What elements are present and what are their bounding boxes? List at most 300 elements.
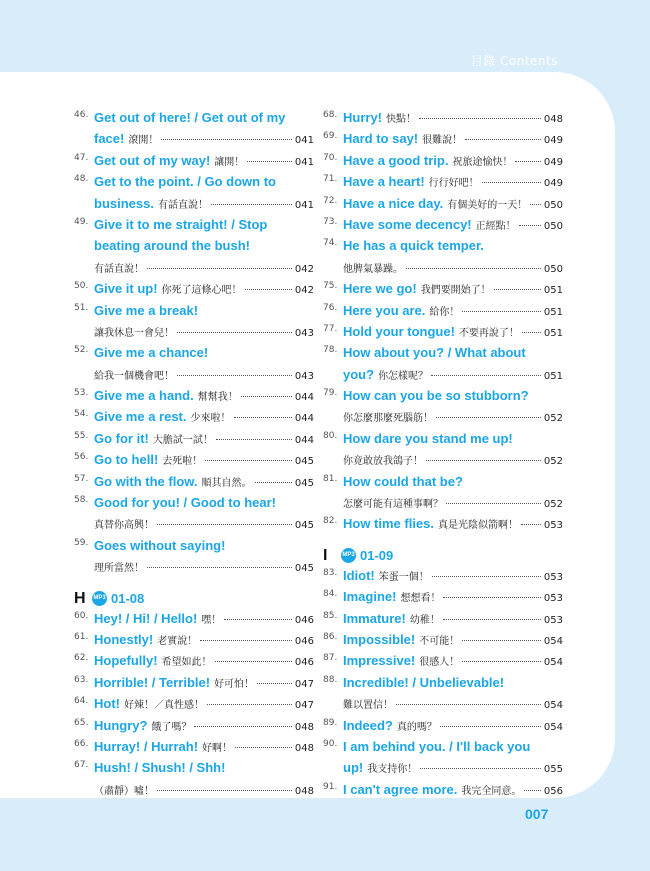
page-ref: 053 xyxy=(543,520,563,532)
english-phrase: up! xyxy=(343,760,364,776)
dot-leader xyxy=(205,460,292,461)
page-ref: 049 xyxy=(543,156,563,168)
entry-number: 59. xyxy=(74,537,89,548)
page-ref: 053 xyxy=(543,571,563,583)
entry-number: 54. xyxy=(74,409,89,420)
chinese-translation: 正經點！ xyxy=(475,220,516,232)
toc-entry xyxy=(323,324,563,345)
entry-body xyxy=(94,760,314,803)
page-ref: 047 xyxy=(294,678,314,690)
entry-line xyxy=(343,303,563,324)
english-phrase: Give it up! xyxy=(94,281,158,297)
english-phrase: Idiot! xyxy=(343,567,375,583)
entry-line xyxy=(94,760,314,781)
dot-leader xyxy=(161,139,292,140)
entry-number: 86. xyxy=(323,631,338,642)
chinese-translation: 滾開！ xyxy=(128,135,159,147)
toc-entry xyxy=(74,409,314,430)
dot-leader xyxy=(494,289,541,290)
english-phrase: Horrible! / Terrible! xyxy=(94,674,211,690)
entry-body xyxy=(94,739,314,760)
toc-entry xyxy=(74,345,314,388)
page-ref: 046 xyxy=(294,657,314,669)
entry-line xyxy=(343,409,563,430)
english-phrase: Impressive! xyxy=(343,653,416,669)
entry-body xyxy=(343,516,563,537)
entry-body xyxy=(94,110,314,153)
chinese-translation: 給你！ xyxy=(429,306,460,318)
entry-body xyxy=(343,345,563,388)
english-phrase: Give it to me straight! / Stop xyxy=(94,216,268,232)
english-phrase: face! xyxy=(94,131,125,147)
entry-number: 76. xyxy=(323,302,338,313)
entry-body xyxy=(94,153,314,174)
english-phrase: Good for you! / Good to hear! xyxy=(94,495,276,511)
chinese-translation: 很感人！ xyxy=(419,657,460,669)
entry-line xyxy=(94,174,314,195)
english-phrase: Give me a hand. xyxy=(94,388,194,404)
entry-body xyxy=(343,196,563,217)
english-phrase: Get to the point. / Go down to xyxy=(94,174,276,190)
chinese-translation: 大膽試一試！ xyxy=(152,434,213,446)
mp3-icon: MP3 xyxy=(341,548,356,563)
toc-entry xyxy=(74,153,314,174)
page-ref: 051 xyxy=(543,285,563,297)
section-header-h xyxy=(74,587,314,611)
entry-line xyxy=(343,431,563,452)
toc-entry xyxy=(74,653,314,674)
chinese-translation: 幼稚！ xyxy=(409,614,440,626)
entry-body xyxy=(94,303,314,346)
entry-number: 57. xyxy=(74,473,89,484)
toc-entry xyxy=(74,538,314,581)
entry-line xyxy=(94,559,314,580)
page-ref: 043 xyxy=(294,327,314,339)
entry-line xyxy=(94,538,314,559)
chinese-translation: 他脾氣暴躁。 xyxy=(343,263,403,275)
dot-leader xyxy=(147,567,292,568)
entry-body xyxy=(343,589,563,610)
entry-body xyxy=(94,538,314,581)
dot-leader xyxy=(396,704,541,705)
entry-line xyxy=(94,345,314,366)
english-phrase: Hurray! / Hurrah! xyxy=(94,738,199,754)
dot-leader xyxy=(524,790,541,791)
toc-entry xyxy=(323,474,563,517)
dot-leader xyxy=(211,204,292,205)
dot-leader xyxy=(216,439,292,440)
entry-line xyxy=(343,367,563,388)
entry-line xyxy=(94,303,314,324)
entry-line xyxy=(343,675,563,696)
section-letter: I xyxy=(323,546,328,564)
entry-line xyxy=(94,632,314,653)
page-ref: 044 xyxy=(294,413,314,425)
toc-entry xyxy=(74,495,314,538)
page-ref: 046 xyxy=(294,635,314,647)
entry-body xyxy=(343,611,563,632)
toc-entry xyxy=(74,474,314,495)
chinese-translation: 好辣！／真性感！ xyxy=(124,700,204,712)
entry-body xyxy=(94,718,314,739)
toc-entry xyxy=(323,431,563,474)
entry-body xyxy=(94,174,314,217)
entry-number: 84. xyxy=(323,589,338,600)
entry-number: 91. xyxy=(323,781,338,792)
toc-entry xyxy=(74,696,314,717)
dot-leader xyxy=(234,417,292,418)
chinese-translation: 真的嗎？ xyxy=(396,721,437,733)
chinese-translation: 少來啦！ xyxy=(190,413,231,425)
toc-list xyxy=(74,110,314,581)
page-ref: 048 xyxy=(294,785,314,797)
english-phrase: Have a good trip. xyxy=(343,152,449,168)
entry-number: 49. xyxy=(74,216,89,227)
entry-line xyxy=(343,110,563,131)
entry-number: 89. xyxy=(323,717,338,728)
entry-number: 47. xyxy=(74,152,89,163)
dot-leader xyxy=(440,726,541,727)
english-phrase: Goes without saying! xyxy=(94,537,226,553)
english-phrase: Honestly! xyxy=(94,631,154,647)
entry-line xyxy=(94,718,314,739)
english-phrase: Here we go! xyxy=(343,281,417,297)
section-letter: H xyxy=(74,589,86,607)
english-phrase: Hey! / Hi! / Hello! xyxy=(94,610,198,626)
entry-line xyxy=(94,131,314,152)
page-ref: 045 xyxy=(294,477,314,489)
english-phrase: Hard to say! xyxy=(343,131,419,147)
toc-entry xyxy=(74,718,314,739)
entry-number: 74. xyxy=(323,238,338,249)
entry-number: 90. xyxy=(323,738,338,749)
entry-line xyxy=(343,760,563,781)
entry-number: 46. xyxy=(74,110,89,120)
chinese-translation: 希望如此！ xyxy=(161,657,212,669)
entry-body xyxy=(343,675,563,718)
entry-line xyxy=(94,238,314,259)
entry-line xyxy=(343,238,563,259)
dot-leader xyxy=(443,619,541,620)
entry-line xyxy=(343,260,563,281)
entry-number: 61. xyxy=(74,631,89,642)
entry-body xyxy=(343,324,563,345)
dot-leader xyxy=(255,482,292,483)
dot-leader xyxy=(419,118,541,119)
chinese-translation: 不要再說了！ xyxy=(458,327,519,339)
dot-leader xyxy=(446,503,541,504)
entry-number: 87. xyxy=(323,653,338,664)
entry-line xyxy=(94,516,314,537)
entry-body xyxy=(94,345,314,388)
entry-number: 66. xyxy=(74,738,89,749)
entry-body xyxy=(343,303,563,324)
entry-number: 81. xyxy=(323,473,338,484)
dot-leader xyxy=(530,204,541,205)
entry-body xyxy=(94,474,314,495)
entry-body xyxy=(94,452,314,473)
entry-body xyxy=(343,110,563,131)
entry-number: 88. xyxy=(323,674,338,685)
dot-leader xyxy=(245,289,292,290)
english-phrase: Go with the flow. xyxy=(94,473,198,489)
entry-number: 64. xyxy=(74,696,89,707)
chinese-translation: 你怎麼那麼死腦筋！ xyxy=(343,413,433,425)
dot-leader xyxy=(235,747,292,748)
toc-entry xyxy=(74,452,314,473)
entry-body xyxy=(343,131,563,152)
page-ref: 048 xyxy=(294,742,314,754)
page-ref: 044 xyxy=(294,434,314,446)
toc-entry xyxy=(74,388,314,409)
entry-line xyxy=(343,474,563,495)
toc-entry xyxy=(323,217,563,238)
page-ref: 049 xyxy=(543,135,563,147)
chinese-translation: 祝旅途愉快！ xyxy=(452,156,513,168)
dot-leader xyxy=(436,417,541,418)
toc-entry xyxy=(323,345,563,388)
entry-line xyxy=(343,174,563,195)
entry-line xyxy=(343,696,563,717)
chinese-translation: 我完全同意。 xyxy=(461,785,522,797)
page-ref: 041 xyxy=(294,135,314,147)
dot-leader xyxy=(521,524,541,525)
english-phrase: Get out of my way! xyxy=(94,152,211,168)
page-ref: 050 xyxy=(543,220,563,232)
toc-entry xyxy=(323,174,563,195)
entry-line xyxy=(343,452,563,473)
dot-leader xyxy=(224,619,292,620)
dot-leader xyxy=(443,597,540,598)
entry-body xyxy=(343,782,563,803)
page-ref: 054 xyxy=(543,721,563,733)
entry-number: 62. xyxy=(74,653,89,664)
entry-line xyxy=(94,110,314,131)
english-phrase: How can you be so stubborn? xyxy=(343,388,529,404)
entry-number: 73. xyxy=(323,216,338,227)
chinese-translation: 好啊！ xyxy=(202,742,233,754)
chinese-translation: 老實說！ xyxy=(157,635,198,647)
entry-body xyxy=(343,474,563,517)
entry-body xyxy=(94,653,314,674)
entry-line xyxy=(94,782,314,803)
chinese-translation: 你怎樣呢？ xyxy=(378,370,429,382)
english-phrase: Have some decency! xyxy=(343,216,472,232)
page-ref: 045 xyxy=(294,563,314,575)
toc-list xyxy=(323,568,563,803)
entry-body xyxy=(94,632,314,653)
entry-body xyxy=(343,739,563,782)
entry-line xyxy=(343,495,563,516)
english-phrase: Give me a chance! xyxy=(94,345,209,361)
toc-entry xyxy=(323,196,563,217)
dot-leader xyxy=(462,640,541,641)
entry-line xyxy=(94,324,314,345)
chinese-translation: 幫幫我！ xyxy=(197,392,238,404)
dot-leader xyxy=(177,375,292,376)
toc-entry xyxy=(74,303,314,346)
chinese-translation: 有個美好的一天！ xyxy=(447,199,528,211)
entry-number: 71. xyxy=(323,174,338,185)
chinese-translation: 想想看！ xyxy=(400,593,441,605)
section-code: 01-08 xyxy=(111,591,145,607)
english-phrase: Hush! / Shush! / Shh! xyxy=(94,760,226,776)
entry-line xyxy=(94,653,314,674)
entry-line xyxy=(94,388,314,409)
english-phrase: Hopefully! xyxy=(94,653,158,669)
entry-line xyxy=(343,782,563,803)
dot-leader xyxy=(482,182,541,183)
entry-number: 79. xyxy=(323,388,338,399)
toc-entry xyxy=(74,431,314,452)
entry-body xyxy=(343,388,563,431)
page-ref: 051 xyxy=(543,327,563,339)
english-phrase: Indeed? xyxy=(343,717,393,733)
page-ref: 053 xyxy=(543,614,563,626)
toc-entry xyxy=(323,739,563,782)
entry-number: 56. xyxy=(74,452,89,463)
page-ref: 053 xyxy=(543,593,563,605)
entry-line xyxy=(343,131,563,152)
entry-line xyxy=(94,367,314,388)
dot-leader xyxy=(426,460,541,461)
entry-number: 55. xyxy=(74,430,89,441)
entry-line xyxy=(343,568,563,589)
entry-body xyxy=(343,281,563,302)
english-phrase: How about you? / What about xyxy=(343,345,526,361)
entry-line xyxy=(343,196,563,217)
entry-number: 63. xyxy=(74,674,89,685)
dot-leader xyxy=(432,576,541,577)
chinese-translation: 給我一個機會吧！ xyxy=(94,370,174,382)
page-ref: 042 xyxy=(294,263,314,275)
entry-body xyxy=(94,696,314,717)
dot-leader xyxy=(157,790,292,791)
entry-number: 53. xyxy=(74,388,89,399)
page-ref: 052 xyxy=(543,456,563,468)
page-ref: 054 xyxy=(543,700,563,712)
dot-leader xyxy=(247,161,292,162)
english-phrase: I am behind you. / I'll back you xyxy=(343,738,531,754)
chinese-translation: 餓了嗎？ xyxy=(151,721,192,733)
english-phrase: Have a nice day. xyxy=(343,195,444,211)
entry-body xyxy=(343,174,563,195)
english-phrase: I can't agree more. xyxy=(343,781,458,797)
toc-entry xyxy=(323,611,563,632)
entry-line xyxy=(94,431,314,452)
dot-leader xyxy=(200,640,292,641)
dot-leader xyxy=(194,726,291,727)
entry-line xyxy=(94,611,314,632)
toc-entry xyxy=(74,632,314,653)
entry-number: 77. xyxy=(323,323,338,334)
page-ref: 051 xyxy=(543,370,563,382)
page-ref: 046 xyxy=(294,614,314,626)
dot-leader xyxy=(241,396,292,397)
page-ref: 054 xyxy=(543,635,563,647)
entry-number: 72. xyxy=(323,195,338,206)
page-ref: 052 xyxy=(543,413,563,425)
dot-leader xyxy=(207,704,292,705)
toc-entry xyxy=(323,153,563,174)
dot-leader xyxy=(177,332,292,333)
page-ref: 055 xyxy=(543,764,563,776)
chinese-translation: 怎麼可能有這種事啊？ xyxy=(343,499,443,511)
english-phrase: Get out of here! / Get out of my xyxy=(94,110,286,125)
page-ref: 048 xyxy=(543,114,563,125)
chinese-translation: 讓開！ xyxy=(214,156,245,168)
entry-line xyxy=(343,345,563,366)
entry-body xyxy=(343,653,563,674)
page-ref: 050 xyxy=(543,263,563,275)
page-ref: 041 xyxy=(294,199,314,211)
toc-entry xyxy=(74,174,314,217)
entry-body xyxy=(343,568,563,589)
chinese-translation: 我們要開始了！ xyxy=(420,285,491,297)
english-phrase: Immature! xyxy=(343,610,406,626)
chinese-translation: 快點！ xyxy=(386,114,417,125)
page-ref: 042 xyxy=(294,285,314,297)
chinese-translation: 很難說！ xyxy=(422,135,463,147)
entry-line xyxy=(343,153,563,174)
dot-leader xyxy=(215,661,292,662)
chinese-translation: 有話直說！ xyxy=(94,263,144,275)
entry-body xyxy=(343,217,563,238)
entry-body xyxy=(94,495,314,538)
page-ref: 041 xyxy=(294,156,314,168)
entry-line xyxy=(94,696,314,717)
entry-body xyxy=(343,238,563,281)
chinese-translation: 不可能！ xyxy=(419,635,460,647)
dot-leader xyxy=(462,311,541,312)
english-phrase: Go for it! xyxy=(94,430,149,446)
toc-entry xyxy=(323,131,563,152)
dot-leader xyxy=(515,161,540,162)
english-phrase: Hot! xyxy=(94,696,120,712)
toc-entry xyxy=(74,110,314,153)
chinese-translation: （肅靜）噓！ xyxy=(94,785,154,797)
toc-entry xyxy=(323,388,563,431)
entry-body xyxy=(94,675,314,696)
english-phrase: Imagine! xyxy=(343,589,397,605)
page-ref: 052 xyxy=(543,499,563,511)
entry-body xyxy=(94,388,314,409)
entry-line xyxy=(343,217,563,238)
entry-body xyxy=(94,281,314,302)
entry-number: 65. xyxy=(74,717,89,728)
english-phrase: Impossible! xyxy=(343,631,416,647)
dot-leader xyxy=(431,375,541,376)
chinese-translation: 行行好吧！ xyxy=(428,178,479,190)
page-ref: 047 xyxy=(294,700,314,712)
entry-line xyxy=(94,675,314,696)
chinese-translation: 真替你高興！ xyxy=(94,520,154,532)
english-phrase: He has a quick temper. xyxy=(343,238,484,254)
entry-body xyxy=(94,217,314,281)
entry-line xyxy=(343,388,563,409)
entry-number: 51. xyxy=(74,302,89,313)
dot-leader xyxy=(465,139,541,140)
chinese-translation: 讓我休息一會兒！ xyxy=(94,327,174,339)
entry-number: 80. xyxy=(323,430,338,441)
entry-body xyxy=(343,153,563,174)
toc-entry xyxy=(74,675,314,696)
section-header-i xyxy=(323,544,563,568)
english-phrase: Hurry! xyxy=(343,110,383,125)
chinese-translation: 我支持你！ xyxy=(367,764,418,776)
english-phrase: you? xyxy=(343,366,375,382)
english-phrase: Give me a rest. xyxy=(94,409,187,425)
